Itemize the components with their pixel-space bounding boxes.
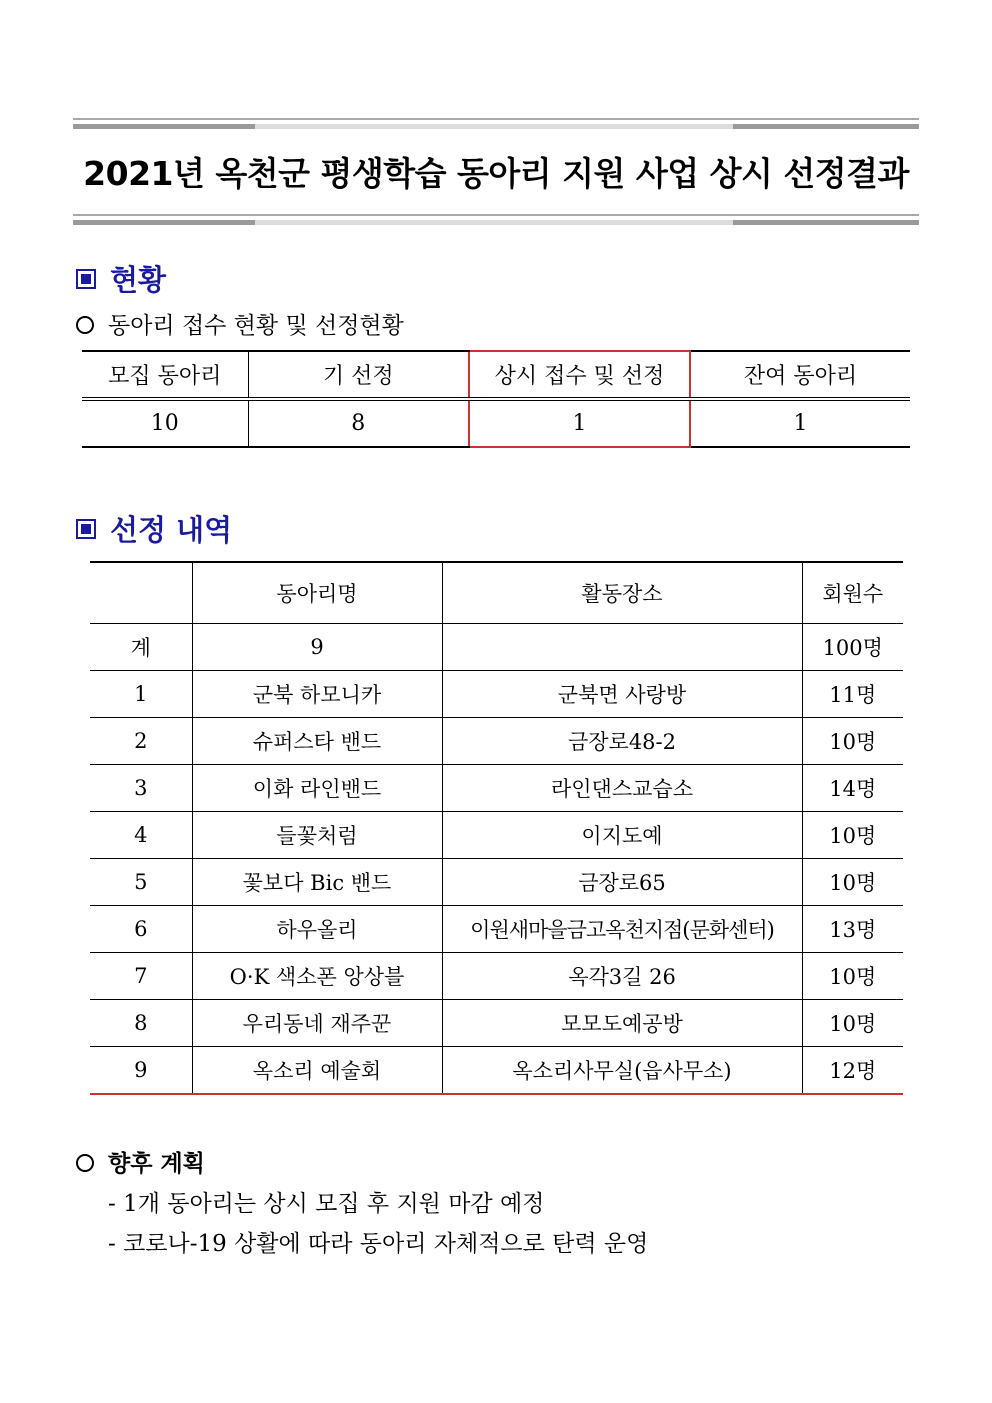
row-members: 10명 (802, 718, 903, 765)
summary-header-cell: 잔여 동아리 (690, 351, 910, 399)
row-members: 11명 (802, 671, 903, 718)
selection-heading-text: 선정 내역 (110, 513, 233, 547)
row-place: 군북면 사랑방 (442, 671, 802, 718)
selection-table (90, 561, 903, 1095)
row-place: 라인댄스교습소 (442, 765, 802, 812)
plan-section-heading (76, 1145, 205, 1178)
row-members: 14명 (802, 765, 903, 812)
row-no: 6 (90, 906, 192, 953)
status-section-heading (76, 258, 166, 299)
table-row (90, 671, 903, 718)
status-subheading-text: 동아리 접수 현황 및 선정현황 (108, 313, 404, 339)
row-no: 4 (90, 812, 192, 859)
summary-header-cell: 모집 동아리 (82, 351, 248, 399)
total-place (442, 624, 802, 671)
table-row (90, 859, 903, 906)
header-cell-no (90, 562, 192, 624)
plan-heading-text: 향후 계획 (108, 1150, 205, 1177)
summary-value-row (82, 399, 910, 447)
summary-value-cell: 10 (82, 399, 248, 447)
plan-item: - 코로나-19 상활에 따라 동아리 자체적으로 탄력 운영 (108, 1231, 649, 1257)
row-members: 10명 (802, 1000, 903, 1047)
row-place: 이지도예 (442, 812, 802, 859)
square-bullet-icon (76, 269, 96, 289)
row-club-name: 들꽃처럼 (192, 812, 442, 859)
total-row (90, 624, 903, 671)
row-club-name: 우리동네 재주꾼 (192, 1000, 442, 1047)
header-cell-place: 활동장소 (442, 562, 802, 624)
row-members: 10명 (802, 812, 903, 859)
row-members: 10명 (802, 953, 903, 1000)
row-club-name: 하우올리 (192, 906, 442, 953)
row-members: 10명 (802, 859, 903, 906)
summary-table (82, 350, 910, 448)
summary-value-cell-highlight: 1 (469, 399, 690, 447)
selection-header-row (90, 562, 903, 624)
row-club-name: 꽃보다 Bic 밴드 (192, 859, 442, 906)
selection-section-heading (76, 508, 232, 549)
square-bullet-icon (76, 519, 96, 539)
row-place: 옥각3길 26 (442, 953, 802, 1000)
status-heading-text: 현황 (110, 263, 167, 297)
summary-header-cell-highlight: 상시 접수 및 선정 (469, 351, 690, 399)
row-no: 5 (90, 859, 192, 906)
status-subheading (76, 307, 404, 340)
row-place: 금장로48-2 (442, 718, 802, 765)
summary-header-row (82, 351, 910, 399)
header-cell-name: 동아리명 (192, 562, 442, 624)
row-club-name: O·K 색소폰 앙상블 (192, 953, 442, 1000)
summary-value-cell: 1 (690, 399, 910, 447)
row-place: 모모도예공방 (442, 1000, 802, 1047)
row-club-name: 군북 하모니카 (192, 671, 442, 718)
summary-value-cell: 8 (248, 399, 469, 447)
summary-header-cell: 기 선정 (248, 351, 469, 399)
row-no: 9 (90, 1047, 192, 1095)
table-row (90, 812, 903, 859)
total-clubs: 9 (192, 624, 442, 671)
header-cell-members: 회원수 (802, 562, 903, 624)
row-place: 이원새마을금고옥천지점(문화센터) (442, 906, 802, 953)
plan-item: - 1개 동아리는 상시 모집 후 지원 마감 예정 (108, 1191, 545, 1217)
row-no: 8 (90, 1000, 192, 1047)
table-row (90, 718, 903, 765)
circle-bullet-icon (76, 1154, 94, 1172)
circle-bullet-icon (76, 316, 94, 334)
title-top-line (73, 118, 919, 120)
title-top-bar (73, 124, 919, 129)
title-bottom-line (73, 214, 919, 216)
row-no: 7 (90, 953, 192, 1000)
row-no: 1 (90, 671, 192, 718)
table-row (90, 765, 903, 812)
row-members: 12명 (802, 1047, 903, 1095)
table-row-highlight (90, 1047, 903, 1095)
row-no: 2 (90, 718, 192, 765)
table-row (90, 1000, 903, 1047)
page-title: 2021년 옥천군 평생학습 동아리 지원 사업 상시 선정결과 (83, 154, 909, 193)
row-club-name: 옥소리 예술회 (192, 1047, 442, 1095)
row-members: 13명 (802, 906, 903, 953)
row-club-name: 슈퍼스타 밴드 (192, 718, 442, 765)
row-place: 옥소리사무실(읍사무소) (442, 1047, 802, 1095)
total-label: 계 (90, 624, 192, 671)
row-no: 3 (90, 765, 192, 812)
title-bottom-bar (73, 220, 919, 225)
table-row (90, 953, 903, 1000)
table-row (90, 906, 903, 953)
row-club-name: 이화 라인밴드 (192, 765, 442, 812)
total-members: 100명 (802, 624, 903, 671)
row-place: 금장로65 (442, 859, 802, 906)
